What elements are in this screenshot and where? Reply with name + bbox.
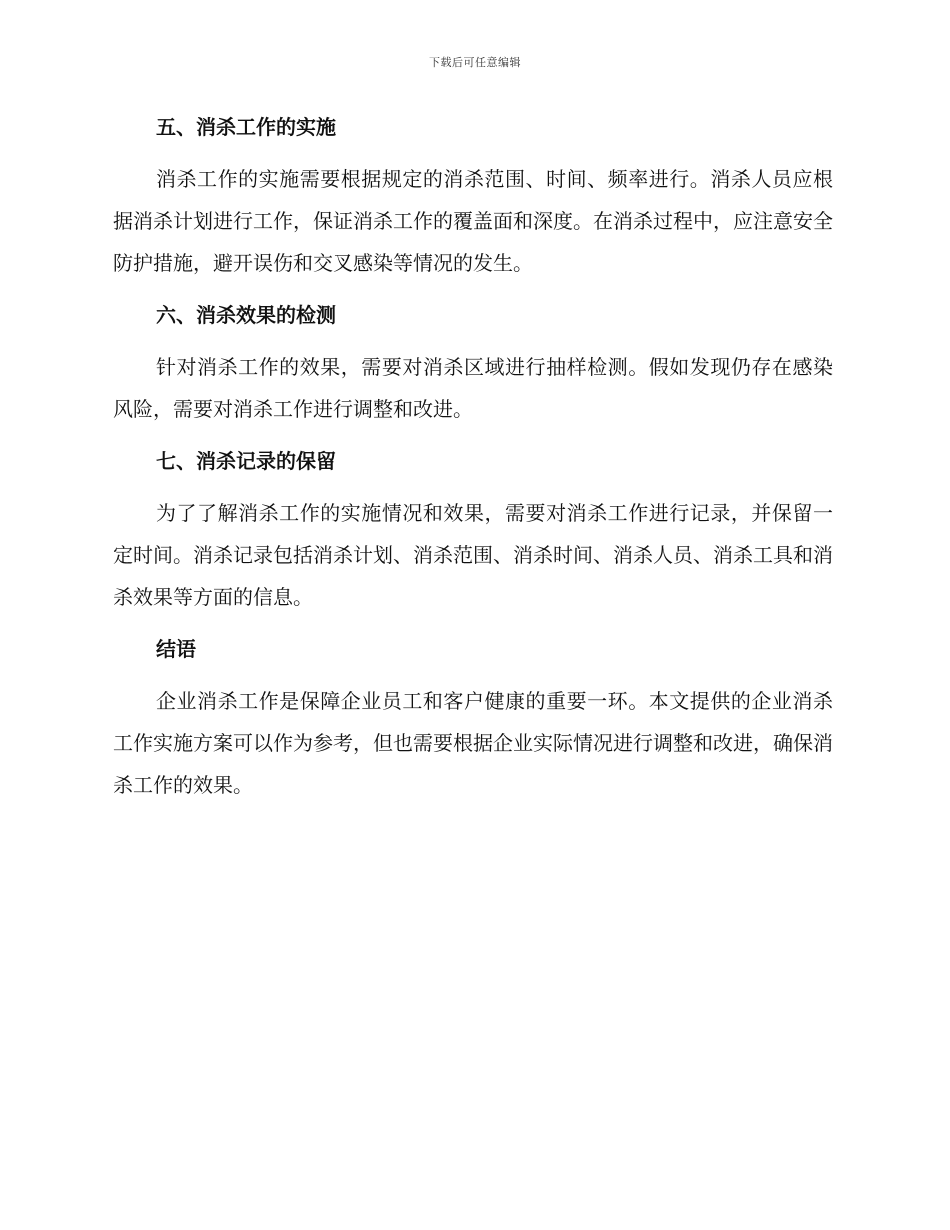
section-implementation xyxy=(113,110,833,284)
section-paragraph: 企业消杀工作是保障企业员工和客户健康的重要一环。本文提供的企业消杀工作实施方案可以作为参考，但也需要根据企业实际情况进行调整和改进，确保消杀工作的效果。 xyxy=(113,689,833,797)
header-note: 下载后可任意编辑 xyxy=(429,56,521,69)
section-paragraph: 为了了解消杀工作的实施情况和效果，需要对消杀工作进行记录，并保留一定时间。消杀记录包括消杀计划、消杀范围、消杀时间、消杀人员、消杀工具和消杀效果等方面的信息。 xyxy=(113,501,833,609)
section-heading: 结语 xyxy=(156,637,196,661)
section-heading: 七、消杀记录的保留 xyxy=(156,449,336,473)
section-paragraph: 消杀工作的实施需要根据规定的消杀范围、时间、频率进行。消杀人员应根据消杀计划进行工作，保证消杀工作的覆盖面和深度。在消杀过程中，应注意安全防护措施，避开误伤和交叉感染等情况的发生。 xyxy=(113,167,833,275)
document-body xyxy=(113,110,833,820)
section-record-retention xyxy=(113,444,833,618)
section-effect-detection xyxy=(113,298,833,430)
section-heading: 五、消杀工作的实施 xyxy=(156,115,336,139)
section-paragraph: 针对消杀工作的效果，需要对消杀区域进行抽样检测。假如发现仍存在感染风险，需要对消杀工作进行调整和改进。 xyxy=(113,355,833,421)
section-conclusion xyxy=(113,632,833,806)
section-heading: 六、消杀效果的检测 xyxy=(156,303,336,327)
